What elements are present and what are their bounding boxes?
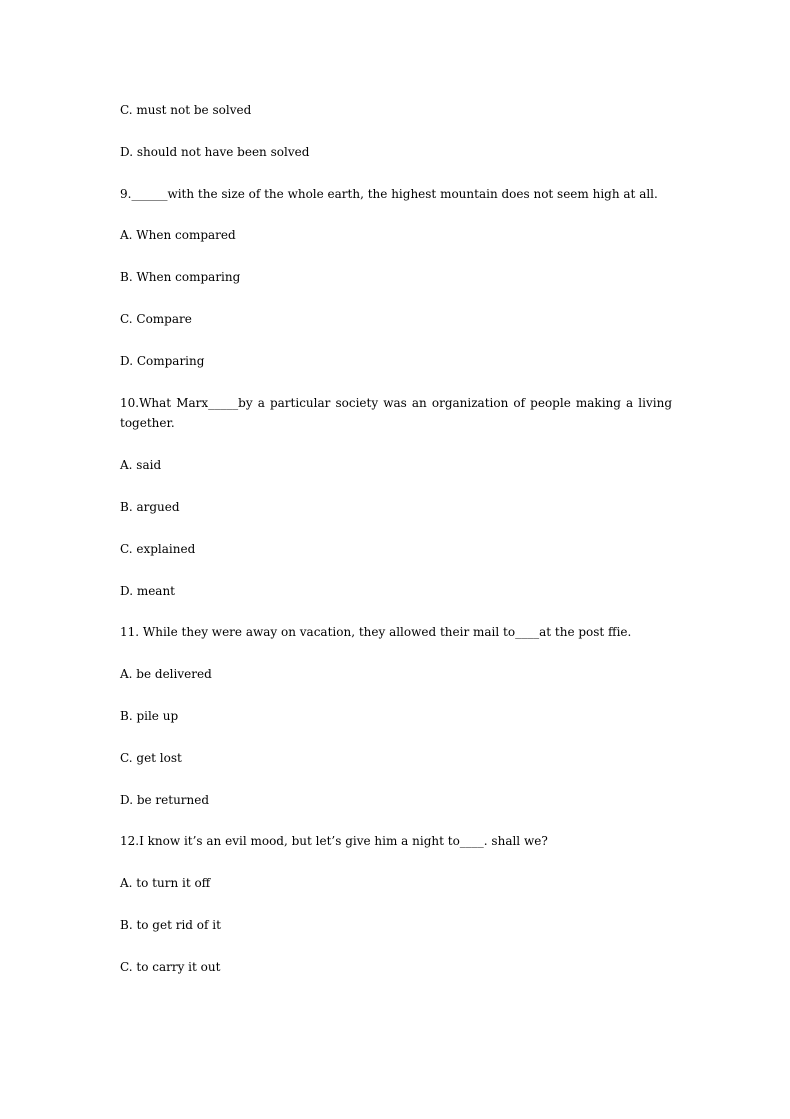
option-c-q8: C. must not be solved — [120, 103, 252, 117]
question-9: 9.______with the size of the whole earth, the highest mountain does not seem high at all. — [120, 186, 658, 201]
option-a-q9: A. When compared — [120, 228, 236, 243]
option-b-q12: B. to get rid of it — [120, 917, 221, 932]
document-page — [120, 100, 676, 999]
option-a-q10: A. said — [120, 458, 162, 473]
question-11: 11. While they were away on vacation, they allowed their mail to____at the post ffie. — [120, 625, 632, 640]
option-b-q10: B. argued — [120, 499, 180, 514]
option-c-q9: C. Compare — [120, 311, 192, 326]
question-10: 10.What Marx_____by a particular society was an organization of people making a living together. — [120, 395, 676, 431]
option-b-q11: B. pile up — [120, 708, 179, 723]
option-a-q12: A. to turn it off — [120, 876, 211, 891]
option-d-q8: D. should not have been solved — [120, 144, 310, 159]
option-d-q10: D. meant — [120, 583, 176, 598]
option-c-q11: C. get lost — [120, 750, 182, 765]
option-c-q12: C. to carry it out — [120, 959, 221, 974]
option-c-q10: C. explained — [120, 541, 196, 556]
option-d-q9: D. Comparing — [120, 353, 205, 368]
option-d-q11: D. be returned — [120, 792, 210, 807]
option-b-q9: B. When comparing — [120, 270, 241, 285]
option-a-q11: A. be delivered — [120, 667, 212, 682]
question-12: 12.I know it’s an evil mood, but let’s give him a night to____. shall we? — [120, 834, 548, 849]
